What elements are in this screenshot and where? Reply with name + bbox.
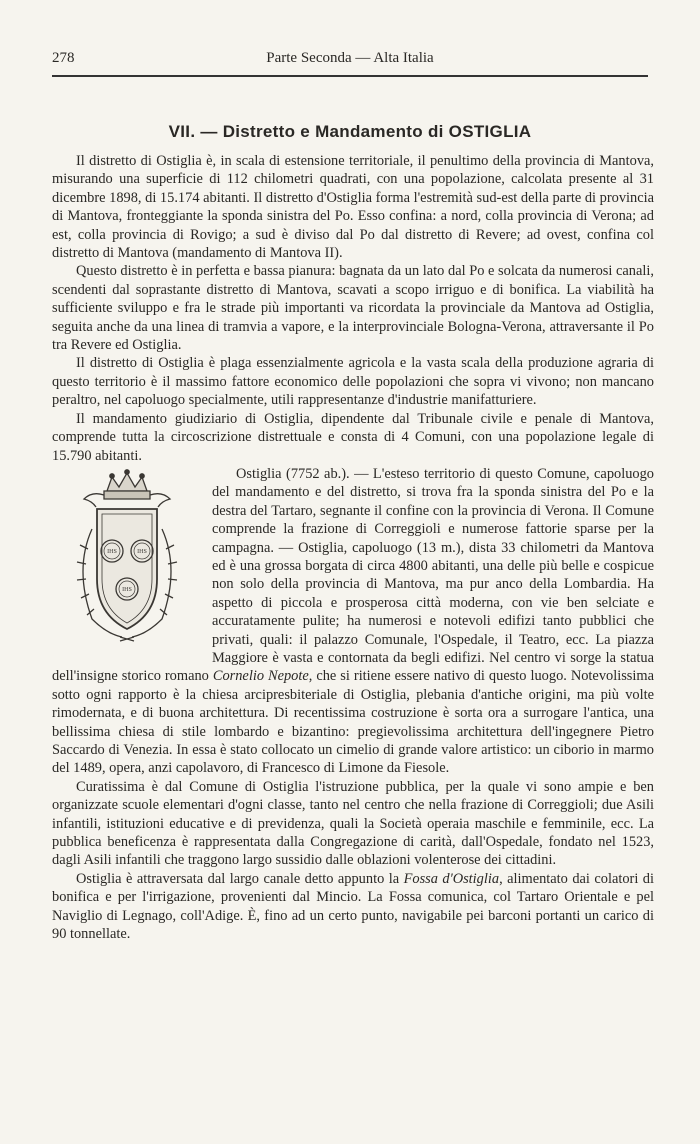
paragraph-4: Il mandamento giudiziario di Ostiglia, dipendente dal Tribunale civile e penale di Mantova, comprende tutta la circoscrizione distrettuale e consta di 4 Comuni, con una popolazione legale di 15.790 abitanti. <box>52 410 654 464</box>
running-head-title: Parte Seconda — Alta Italia <box>266 50 434 66</box>
italic-name: Cornelio Nepote <box>212 668 309 685</box>
chapter-title: VII. — Distretto e Mandamento di OSTIGLIA <box>168 122 532 141</box>
paragraph-2: Questo distretto è in perfetta e bassa pianura: bagnata da un lato dal Po e solcata da numerosi canali, scendenti dal soprastante distretto di Mantova, scavati a scopo irriguo e di bonifica. La viabilità ha sufficiente sviluppo e fra le strade più importanti va ricordata la provinciale da Mantova ad Ostiglia, seguita anche da una linea di tramvia a vapore, e la interprovinciale Bologna-Verona, attraversante il Po tra Revere ed Ostiglia. <box>52 263 654 354</box>
paragraph-1: Il distretto di Ostiglia è, in scala di estensione territoriale, il penultimo della provincia di Mantova, misurando una superficie di 112 chilometri quadrati, con una popolazione, calcolata presente al 31 dicembre 1898, di 15.174 abitanti. Il distretto d'Ostiglia forma l'estremità sud-est della parte di provincia di Mantova, fronteggiante la sponda sinistra del Po. Esso confina: a nord, colla provincia di Verona; ad est, colla provincia di Rovigo; a sud è diviso dal Po dal distretto di Revere; ad ovest, confina col distretto di Mantova (mandamento di Mantova II). <box>52 153 654 262</box>
coat-of-arms-icon <box>52 469 202 655</box>
paragraph-5: Ostiglia (7752 ab.). — L'esteso territorio di questo Comune, capoluogo del mandamento e del distretto, si trova fra la sponda sinistra del Po e la destra del Tartaro, segnante il confine con la provincia di Verona. Il Comune comprende la frazione di Correggioli e numerose fattorie sparse per la campagna. — Ostiglia, capoluogo (13 m.), dista 33 chilometri da Mantova ed è una grossa borgata di circa 4800 abitanti, una delle più belle e cospicue non solo della provincia di Mantova, ma pur anco della Lombardia. Ha aspetto di piccola e prosperosa città moderna, con vie ben selciate e accuratamente pulite; ha numerosi e notevoli edifizi tanto pubblici che privati, quali: il palazzo Comunale, l'Ospedale, il Teatro, ecc. La piazza Maggiore è vasta e contornata da begli edifizi. Nel centro vi sorge la statua dell'insigne storico romano Cornelio Nepote, che si ritiene essere nativo di questo luogo. Notevolissima sotto ogni rapporto è la chiesa arcipresbiteriale di Ostiglia, plebania d'antiche origini, ma più volte rimodernata, e di buona architettura. Di recentissima costruzione è sorta ora a surrogare l'antica, una bellissima chiesa di stile lombardo e bizantino: pregievolissima architettura dell'ingegnere Pietro Saccardo di Venezia. In essa è stato collocato un cimelio di grande valore artistico: un ciborio in marmo del 1489, opera, anzi capolavoro, di Francesco di Limone da Fiesole. <box>52 465 654 777</box>
paragraph-3: Il distretto di Ostiglia è plaga essenzialmente agricola e la vasta scala della produzione agraria di questo territorio è il massimo fattore economico delle popolazioni che sopra vi vivono; non mancano peraltro, nel capoluogo specialmente, utili rappresentanze d'industrie manifatturiere. <box>52 355 654 409</box>
paragraph-7: Ostiglia è attraversata dal largo canale detto appunto la Fossa d'Ostiglia, alimentato dai colatori di bonifica e per l'irrigazione, provenienti dal Mincio. La Fossa comunica, col Tartaro Orientale e pel Naviglio di Legnago, coll'Adige. È, fino ad un certo punto, navigabile pei barconi portanti un carico di 90 tonnellate. <box>52 870 654 943</box>
page-number: 278 <box>52 50 75 66</box>
body-text <box>52 152 654 943</box>
paragraph-6: Curatissima è dal Comune di Ostiglia l'istruzione pubblica, per la quale vi sono ampie e ben organizzate scuole elementari d'ogni classe, tanto nel centro che nella frazione di Correggioli; due Asili infantili, istituzioni educative e di previdenza, quali la Società operaia maschile e femminile, ecc. La pubblica beneficenza è rappresentata dalla Congregazione di carità, dall'Ospedale, fondato nel 1523, dagli Asili infantili che traggono largo sussidio dalle oblazioni volenterose dei cittadini. <box>52 778 654 869</box>
svg-text:IHS: IHS <box>107 548 117 555</box>
header-rule <box>52 75 648 77</box>
svg-text:IHS: IHS <box>137 548 147 555</box>
svg-text:IHS: IHS <box>122 586 132 593</box>
running-head <box>52 50 648 72</box>
italic-canal-name: Fossa d'Ostiglia <box>403 870 500 887</box>
